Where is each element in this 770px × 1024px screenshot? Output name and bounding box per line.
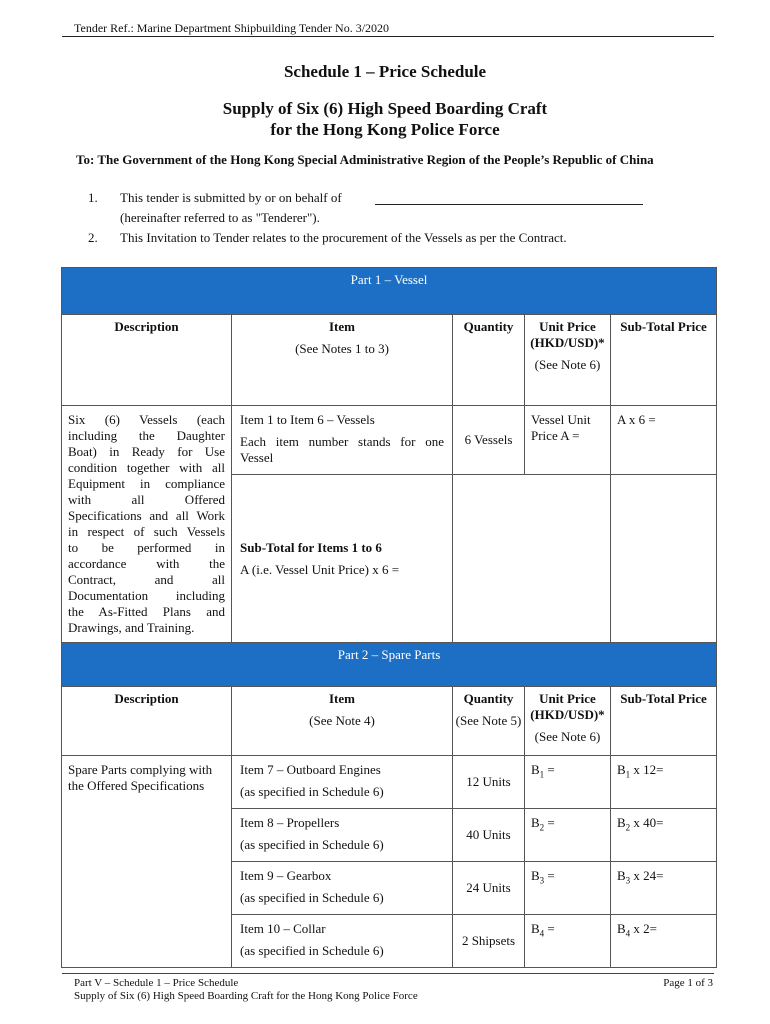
item-text: This tender is submitted by or on behalf of (120, 190, 342, 205)
col-quantity-label: Quantity (463, 691, 514, 706)
description-line: to be performed in (68, 540, 225, 555)
item-number: 2. (88, 230, 98, 245)
footer-title: Supply of Six (6) High Speed Boarding Craft for the Hong Kong Police Force (74, 990, 418, 1002)
tender-reference: Tender Ref.: Marine Department Shipbuilding Tender No. 3/2020 (74, 21, 390, 35)
part2-item-spec: (as specified in Schedule 6) (240, 784, 384, 799)
header-divider (62, 36, 714, 37)
price-letter: B (531, 868, 540, 883)
description-line: Documentation including (68, 588, 225, 603)
subtotal-subscript: 4 (625, 928, 631, 939)
part1-description-cell (62, 406, 232, 643)
part1-subtotal-label-cell (232, 475, 453, 643)
footer-section: Part V – Schedule 1 – Price Schedule (74, 977, 239, 989)
subtotal-subscript: 3 (625, 875, 631, 886)
tenderer-name-blank[interactable] (375, 204, 643, 205)
subtotal-formula: x 2= (630, 921, 658, 936)
page-number: Page 1 of 3 (663, 977, 713, 989)
description-line: Equipment in compliance (68, 476, 225, 491)
subtotal-formula: x 40= (630, 815, 664, 830)
part2-col-quantity (453, 687, 525, 756)
part1-subtotal-value-cell[interactable] (611, 475, 717, 643)
part2-subtotal-cell[interactable] (611, 809, 717, 862)
part2-item-cell (232, 756, 453, 809)
description-line: Drawings, and Training. (68, 620, 195, 635)
part2-subtotal-cell[interactable] (611, 915, 717, 968)
description-line: Boat) in Ready for Use (68, 444, 225, 459)
col-unit-price-label: Unit Price (539, 691, 596, 706)
price-letter: B (531, 762, 540, 777)
part2-item-name: Item 7 – Outboard Engines (240, 762, 381, 777)
subtotal-letter: B (617, 921, 626, 936)
part1-col-subtotal: Sub-Total Price (611, 315, 717, 406)
price-equals: = (544, 921, 555, 936)
part1-item-cell (232, 406, 453, 475)
item-text: This Invitation to Tender relates to the procurement of the Vessels as per the Contract. (120, 230, 567, 245)
description-line: Six (6) Vessels (each (68, 412, 225, 427)
part2-quantity-cell: 2 Shipsets (453, 915, 525, 968)
part2-description-cell (62, 756, 232, 968)
part1-col-unit-price (525, 315, 611, 406)
subtotal-subscript: 2 (625, 822, 631, 833)
col-item-note: (See Notes 1 to 3) (295, 341, 389, 356)
part2-quantity-cell: 24 Units (453, 862, 525, 915)
price-subscript: 2 (539, 822, 545, 833)
part2-unit-price-cell[interactable] (525, 756, 611, 809)
part1-col-quantity: Quantity (453, 315, 525, 406)
part2-item-cell (232, 809, 453, 862)
price-equals: = (544, 762, 555, 777)
part2-item-spec: (as specified in Schedule 6) (240, 837, 384, 852)
subtotal-formula: x 12= (630, 762, 664, 777)
col-item-label: Item (329, 691, 355, 706)
part2-heading: Part 2 – Spare Parts (62, 643, 717, 687)
description-line: in respect of such Vessels (68, 524, 225, 539)
part1-subtotal-formula: A (i.e. Vessel Unit Price) x 6 = (240, 561, 400, 577)
description-line: the As-Fitted Plans and (68, 604, 225, 619)
col-unit-price-note: (See Note 6) (534, 357, 601, 372)
part1-heading-row (62, 268, 717, 315)
subtotal-formula: x 24= (630, 868, 664, 883)
subtotal-letter: B (617, 762, 626, 777)
col-unit-price-currency: (HKD/USD)* (530, 707, 605, 722)
document-title-line1: Supply of Six (6) High Speed Boarding Craft (222, 99, 548, 118)
document-title-line2: for the Hong Kong Police Force (270, 120, 500, 139)
part2-item-name: Item 10 – Collar (240, 921, 326, 936)
part1-description (68, 412, 225, 636)
col-unit-price-currency: (HKD/USD)* (530, 335, 605, 350)
description-line: condition together with all (68, 460, 225, 475)
part2-header-row (62, 687, 717, 756)
part2-item-name: Item 9 – Gearbox (240, 868, 332, 883)
price-letter: B (531, 921, 540, 936)
part2-description: Spare Parts complying with the Offered Specifications (68, 762, 213, 793)
part2-unit-price-cell[interactable] (525, 809, 611, 862)
part2-col-description: Description (62, 687, 232, 756)
part1-header-row (62, 315, 717, 406)
price-subscript: 1 (539, 769, 545, 780)
description-line: accordance with the (68, 556, 225, 571)
document-title (0, 98, 770, 140)
part1-heading: Part 1 – Vessel (62, 268, 717, 315)
part2-subtotal-cell[interactable] (611, 862, 717, 915)
part2-item-cell (232, 862, 453, 915)
subtotal-letter: B (617, 868, 626, 883)
part1-quantity-cell: 6 Vessels (453, 406, 525, 475)
price-equals: = (544, 868, 555, 883)
part1-item-detail: Each item number stands for one Vessel (240, 434, 444, 465)
part2-unit-price-cell[interactable] (525, 915, 611, 968)
part2-col-item (232, 687, 453, 756)
col-item-label: Item (329, 319, 355, 334)
part1-subtotal-label: Sub-Total for Items 1 to 6 (240, 539, 382, 555)
col-unit-price-label: Unit Price (539, 319, 596, 334)
part2-col-subtotal: Sub-Total Price (611, 687, 717, 756)
description-line: with all Offered (68, 492, 225, 507)
part2-col-unit-price (525, 687, 611, 756)
item-number: 1. (88, 190, 98, 205)
part2-item-name: Item 8 – Propellers (240, 815, 340, 830)
price-equals: = (544, 815, 555, 830)
part1-subtotal-blank (453, 475, 611, 643)
price-letter: B (531, 815, 540, 830)
schedule-title: Schedule 1 – Price Schedule (283, 62, 487, 81)
item-text-continued: (hereinafter referred to as "Tenderer"). (120, 210, 320, 225)
price-subscript: 4 (539, 928, 545, 939)
col-unit-price-note: (See Note 6) (534, 729, 601, 744)
col-item-note: (See Note 4) (309, 713, 375, 728)
part2-item-spec: (as specified in Schedule 6) (240, 890, 384, 905)
subtotal-subscript: 1 (625, 769, 631, 780)
part1-item-title: Item 1 to Item 6 – Vessels (240, 412, 375, 427)
part2-heading-row (62, 643, 717, 687)
price-schedule-table (61, 267, 717, 968)
addressee-line: To: The Government of the Hong Kong Special Administrative Region of the People’s Republic of China (76, 152, 654, 167)
subtotal-letter: B (617, 815, 626, 830)
part1-vessel-row (62, 406, 717, 475)
description-line: including the Daughter (68, 428, 225, 443)
part2-row-item7 (62, 756, 717, 809)
part2-quantity-cell: 12 Units (453, 756, 525, 809)
part1-col-description: Description (62, 315, 232, 406)
description-line: Contract, and all (68, 572, 225, 587)
part2-item-cell (232, 915, 453, 968)
part2-unit-price-cell[interactable] (525, 862, 611, 915)
part1-col-item (232, 315, 453, 406)
part2-subtotal-cell[interactable] (611, 756, 717, 809)
part1-subtotal-cell[interactable]: A x 6 = (611, 406, 717, 475)
part1-unit-price-cell[interactable]: Vessel Unit Price A = (525, 406, 611, 475)
price-subscript: 3 (539, 875, 545, 886)
part2-quantity-cell: 40 Units (453, 809, 525, 862)
description-line: Specifications and all Work (68, 508, 225, 523)
col-quantity-note: (See Note 5) (455, 713, 522, 728)
footer-divider (62, 973, 714, 974)
part2-item-spec: (as specified in Schedule 6) (240, 943, 384, 958)
